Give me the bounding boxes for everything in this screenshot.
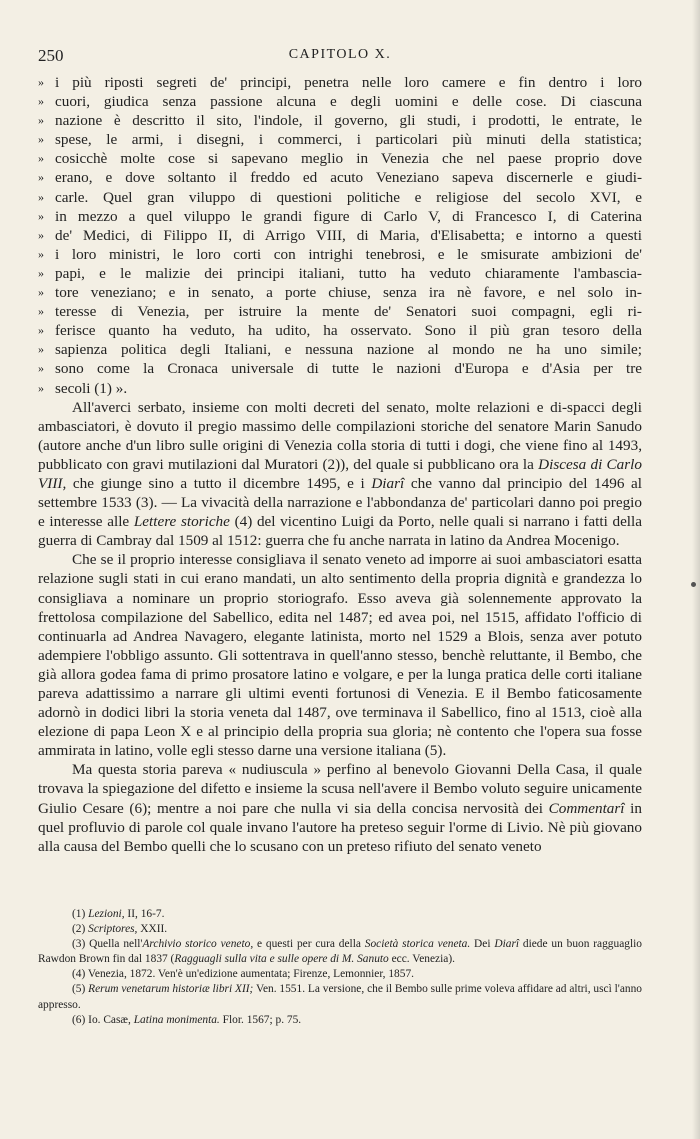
quote-line-text: ferisce quanto ha veduto, ha udito, ha osservato. Sono il più gran tesoro della (55, 322, 642, 340)
quoted-passage (38, 73, 642, 398)
italic-title: Commentarî (548, 799, 625, 817)
quote-mark: » (38, 113, 44, 128)
footnote-title: Archivio storico veneto, (142, 938, 254, 951)
quote-mark: » (38, 132, 44, 147)
quote-line (38, 73, 642, 92)
footnote-title: Scriptores, (88, 923, 138, 936)
quote-mark: » (38, 304, 44, 319)
footnote (38, 922, 642, 937)
quote-line-text: tore veneziano; e in senato, a porte chiuse, senza ira nè favore, e nel solo in- (55, 284, 642, 302)
quote-line (38, 188, 642, 207)
italic-title: Lettere storiche (133, 513, 230, 531)
quote-line-text: i loro ministri, le loro corti con intrighi tenebrosi, e le smisurate ambizioni de' (55, 245, 642, 263)
footnote (38, 907, 642, 922)
text-run: Ma questa storia pareva « nudiuscula » perfino al benevolo Giovanni Della Casa, il quale trovava la spiegazione del difetto e insieme la scusa nell'avere il Bembo voluto seguire unicamente Giulio Cesare (6); mentre a noi pare che nulla vi sia della concisa nervosità dei (38, 761, 642, 817)
italic-title: Discesa di Carlo VIII, (38, 455, 642, 492)
quote-line (38, 379, 642, 398)
quote-mark: » (38, 342, 44, 357)
footnote-number: (1) (72, 908, 86, 920)
quote-line-text: spese, le armi, i disegni, i commerci, i particolari più minuti della statistica; (55, 131, 642, 149)
quote-line-text: carle. Quel gran viluppo di questioni politiche e religiose del secolo XVI, e (55, 188, 642, 206)
quote-line-text: in mezzo a quel viluppo le grandi figure di Carlo V, di Francesco I, di Caterina (55, 207, 642, 225)
quote-line-text: de' Medici, di Filippo II, di Arrigo VIII, di Maria, d'Elisabetta; e intorno a questi (55, 226, 642, 244)
quote-mark: » (38, 285, 44, 300)
quote-mark: » (38, 265, 44, 280)
footnote-title: Diarî (494, 938, 520, 951)
quote-mark: » (38, 170, 44, 185)
quote-line-text: cosicchè molte cose si sapevano meglio in Venezia che nel paese proprio dove (55, 150, 642, 168)
quote-mark: » (38, 94, 44, 109)
footnote-text: (3) Quella nell' (72, 938, 143, 951)
footnote (38, 937, 642, 967)
quote-line-text: sapienza politica degli Italiani, e nessuna nazione al mondo ne ha uno simile; (55, 341, 642, 359)
text-run: Che se il proprio interesse consigliava il senato veneto ad imporre ai suoi ambasciatori esatta relazione sugli stati in cui erano mandati, un alto sentimento della propria dignità e grandezza lo consigliava a nominare un proprio storiografo. Esso aveva già solennemente approvato la frettolosa compilazione del Sabellico, edita nel 1487; ed avea poi, nel 1515, affidato l'officio di continuarla ad Andrea Navagero, elegante latinista, morto nel 1529 a Blois, senza aver potuto adempiere l'obbligo assunto. Gli sottentrava in quell'anno stesso, benchè reluttante, il Bembo, che già allora godea fama di primo prosatore latino e volgare, e per la lunga pratica delle corti italiane pareva adattissimo a narrare gli ultimi eventi fortunosi di Venezia. E il Bembo faticosamente adornò in dodici libri la storia veneta dal 1487, ove terminava il Sabellico, fino al 1513, cioè alla elezione di papa Leon X e al principio della propria sua gloria; nè contento che l'opera sua fosse ammirata in latino, volle egli stesso darne una versione italiana (5). (38, 551, 642, 760)
quote-line (38, 359, 642, 378)
footnote-number: (5) (72, 983, 86, 996)
footnote-title: Società storica veneta. (364, 938, 471, 951)
footnotes (38, 907, 642, 1028)
footnote-text: ecc. Venezia). (388, 953, 455, 966)
footnote-text: Ven. 1551. La versione, che il Bembo sulle prime voleva affidare ad altri, uscì l'anno appresso. (38, 983, 642, 1011)
quote-line (38, 245, 642, 264)
text-run: che giunge sino a tutto il dicembre 1495, e i (66, 474, 372, 492)
quote-line-text: nazione è descritto il sito, l'indole, il governo, gli studi, i prodotti, le entrate, le (55, 112, 642, 130)
quote-mark: » (38, 323, 44, 338)
quote-line-text: i più riposti segreti de' principi, penetra nelle loro camere e fin dentro i loro (55, 74, 642, 91)
quote-mark: » (38, 208, 44, 223)
quote-mark: » (38, 380, 44, 395)
footnote-title: Lezioni, (88, 908, 125, 920)
quote-line (38, 283, 642, 302)
quote-line (38, 149, 642, 168)
quote-line-text: sono come la Cronaca universale di tutte le nazioni d'Europa e d'Asia per tre (55, 360, 642, 378)
quote-line-text: erano, e dove soltanto il freddo ed acuto Veneziano sapeva discernerle e giudi- (55, 169, 642, 187)
text-run: in quel profluvio di parole col quale invano l'autore ha preteso seguir l'orme di Livio. Nè più giovano alla causa del Bembo quelli che lo scusano con un preteso rifiuto del senato veneto (38, 799, 642, 855)
quote-line-text: papi, e le malizie dei principi italiani, tutto ha veduto chiaramente l'ambascia- (55, 264, 642, 282)
quote-mark: » (38, 151, 44, 166)
paragraph-bembo (38, 550, 642, 760)
footnote-number: (6) (72, 1013, 86, 1026)
footnote-text: e questi per cura della (253, 938, 365, 951)
page-number: 250 (38, 46, 64, 65)
footnote-text: Flor. 1567; p. 75. (219, 1013, 302, 1026)
quote-mark: » (38, 361, 44, 376)
footnote (38, 967, 642, 982)
text-run: che vanno dal principio del 1496 al settembre 1533 (3). — La vivacità della narrazione e l'abbondanza de' particolari danno poi pregio e interesse alle (38, 474, 642, 531)
quote-line (38, 264, 642, 283)
quote-line-text: cuori, giudica senza passione alcuna e degli uomini e delle cose. Di ciascuna (55, 93, 642, 111)
footnote-number: (2) (72, 923, 86, 936)
footnote-title: Ragguagli sulla vita e sulle opere di M. Sanuto (174, 953, 389, 966)
quote-mark: » (38, 227, 44, 242)
quote-line (38, 130, 642, 149)
footnote (38, 982, 642, 1012)
running-title: CAPITOLO X. (288, 47, 392, 62)
footnote-text: diede un buon ragguaglio Rawdon Brown fin dal 1837 ( (38, 938, 642, 966)
quote-line (38, 302, 642, 321)
footnote-text: (4) Venezia, 1872. Ven'è un'edizione aumentata; Firenze, Lemonnier, 1857. (72, 968, 414, 981)
footnote (38, 1013, 642, 1028)
footnote-title: Rerum venetarum historiæ libri XII; (88, 983, 254, 996)
paragraph-sanudo (38, 398, 642, 551)
page-edge-shadow (692, 0, 700, 1139)
quote-mark: » (38, 246, 44, 261)
footnote-text: XXII. (137, 923, 168, 936)
footnote-title: Latina monimenta. (133, 1013, 220, 1026)
quote-line (38, 340, 642, 359)
quote-mark: » (38, 75, 44, 89)
page-header (38, 46, 642, 66)
body-text (38, 73, 642, 856)
quote-line (38, 207, 642, 226)
footnote-text: Io. Casæ, (85, 1013, 134, 1026)
quote-line (38, 168, 642, 187)
text-run: (4) del vicentino Luigi da Porto, nelle quali si narrano i fatti della guerra di Cambray dal 1509 al 1512: guerra che fu anche narrata in latino da Andrea Mocenigo. (38, 513, 642, 550)
quote-line-text: secoli (1) ». (55, 379, 128, 397)
footnote-text: Dei (470, 938, 495, 951)
text-run: All'averci serbato, insieme con molti decreti del senato, molte relazioni e di-spacci degli ambasciatori, è dovuto il pregio massimo delle compilazioni storiche del senatore Marin Sanudo (autore anche d'un libro sulle origini di Venezia colla storia di tutti i dogi, che viene fino al 1493, pubblicato con gravi mutilazioni dal Muratori (2)), del quale si pubblicano ora la (38, 398, 642, 473)
quote-line (38, 226, 642, 245)
paragraph-della-casa (38, 760, 642, 855)
italic-title: Diarî (371, 474, 405, 492)
footnote-text: II, 16-7. (124, 908, 165, 920)
quote-line (38, 92, 642, 111)
quote-line (38, 111, 642, 130)
quote-line-text: teresse di Venezia, per istruire la mente de' Senatori suoi compagni, egli ri- (55, 303, 642, 321)
quote-mark: » (38, 189, 44, 204)
quote-line (38, 321, 642, 340)
